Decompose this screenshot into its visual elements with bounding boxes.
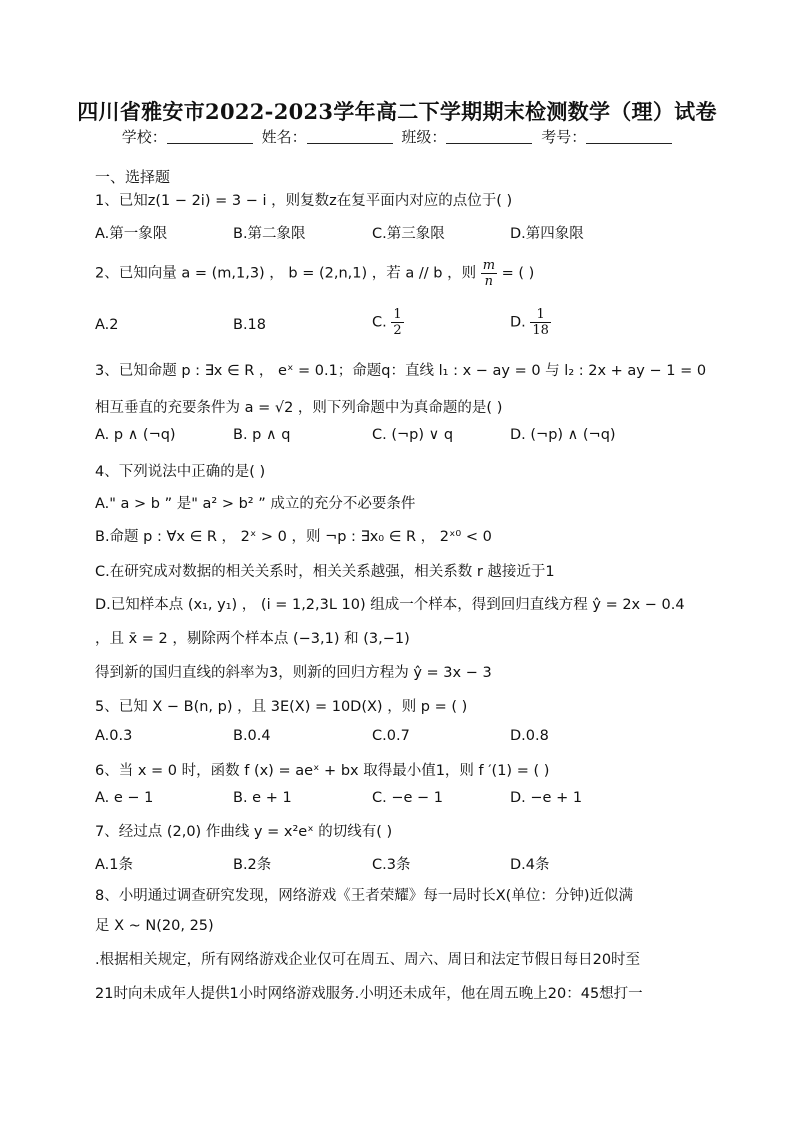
- q7-option-b: B.2条: [233, 857, 272, 873]
- question-8-line1: 8、小明通过调查研究发现，网络游戏《王者荣耀》每一局时长X(单位：分钟)近似满: [95, 888, 633, 904]
- q1-option-c: C.第三象限: [372, 226, 445, 242]
- exam-number-label: 考号：: [541, 128, 587, 146]
- question-8-line3: .根据相关规定，所有网络游戏企业仅可在周五、周六、周日和法定节假日每日20时至: [95, 952, 641, 968]
- q1-option-a: A.第一象限: [95, 226, 168, 242]
- question-6-stem: 6、当 x = 0 时，函数 f (x) = aeˣ + bx 取得最小值1，则 f ′(1) = ( ): [95, 763, 550, 779]
- q2-option-b: B.18: [233, 317, 267, 333]
- q2-fraction: [481, 258, 497, 289]
- q1-option-b: B.第二象限: [233, 226, 306, 242]
- q2-frac-num: m: [482, 258, 496, 273]
- q4-option-d-line3: 得到新的国归直线的斜率为3，则新的回归方程为 ŷ = 3x − 3: [95, 665, 492, 681]
- question-4-stem: 4、下列说法中正确的是( ): [95, 464, 266, 480]
- q1-option-d: D.第四象限: [510, 226, 584, 242]
- q2-option-c-fraction: [391, 307, 403, 338]
- q2-option-a: A.2: [95, 317, 119, 333]
- question-3-stem-line2: 相互垂直的充要条件为 a = √2 ，则下列命题中为真命题的是( ): [95, 400, 503, 416]
- question-3-stem-line1: 3、已知命题 p : ∃x ∈ R ， eˣ = 0.1；命题q：直线 l₁ : x − ay = 0 与 l₂ : 2x + ay − 1 = 0: [95, 363, 707, 379]
- name-blank[interactable]: [307, 129, 393, 144]
- q5-option-b: B.0.4: [233, 728, 271, 744]
- q2-c-num: 1: [393, 307, 402, 322]
- question-1-stem: 1、已知z(1 − 2i) = 3 − i ，则复数z在复平面内对应的点位于( ): [95, 193, 513, 209]
- class-blank[interactable]: [446, 129, 532, 144]
- q7-option-c: C.3条: [372, 857, 411, 873]
- class-label: 班级：: [401, 128, 447, 146]
- q2-option-d: [510, 307, 551, 338]
- name-label: 姓名：: [261, 128, 307, 146]
- q7-option-d: D.4条: [510, 857, 550, 873]
- school-blank[interactable]: [167, 129, 253, 144]
- q4-option-a: A." a > b ” 是" a² > b² ” 成立的充分不必要条件: [95, 496, 416, 512]
- q2-option-c-letter: C.: [372, 314, 387, 331]
- q2-d-den: 18: [532, 323, 549, 338]
- q5-option-a: A.0.3: [95, 728, 133, 744]
- q2-c-den: 2: [393, 323, 402, 338]
- q4-option-d-line2: ，且 x̄ = 2 ，剔除两个样本点 (−3,1) 和 (3,−1): [95, 631, 410, 647]
- q2-option-d-fraction: [530, 307, 551, 338]
- q2-frac-den: n: [484, 274, 494, 289]
- q7-option-a: A.1条: [95, 857, 133, 873]
- question-8-line4: 21时向未成年人提供1小时网络游戏服务.小明还未成年，他在周五晚上20：45想打一: [95, 986, 643, 1002]
- school-label: 学校：: [121, 128, 167, 146]
- q2-stem-end: = ( ): [501, 265, 535, 282]
- q4-option-c: C.在研究成对数据的相关关系时，相关关系越强，相关系数 r 越接近于1: [95, 564, 555, 580]
- q2-option-c: [372, 307, 404, 338]
- q3-option-d: D. (¬p) ∧ (¬q): [510, 427, 616, 443]
- q5-option-c: C.0.7: [372, 728, 410, 744]
- q6-option-d: D. −e + 1: [510, 790, 583, 806]
- q2-option-d-letter: D.: [510, 314, 526, 331]
- student-info-row: [0, 126, 794, 147]
- question-8-line2: 足 X ~ N(20, 25): [95, 918, 214, 934]
- q3-option-c: C. (¬p) ∨ q: [372, 427, 454, 443]
- q3-option-b: B. p ∧ q: [233, 427, 291, 443]
- q6-option-a: A. e − 1: [95, 790, 154, 806]
- q3-option-a: A. p ∧ (¬q): [95, 427, 176, 443]
- q2-d-num: 1: [530, 307, 551, 323]
- question-2-stem: [95, 258, 534, 289]
- exam-number-blank[interactable]: [586, 129, 672, 144]
- q4-option-d-line1: D.已知样本点 (x₁, y₁) ， (i = 1,2,3L 10) 组成一个样本，得到回归直线方程 ŷ = 2x − 0.4: [95, 597, 685, 613]
- section-heading: 一、选择题: [95, 168, 171, 186]
- q4-option-b: B.命题 p : ∀x ∈ R ， 2ˣ > 0 ，则 ¬p : ∃x₀ ∈ R ， 2ˣ⁰ < 0: [95, 529, 492, 545]
- q5-option-d: D.0.8: [510, 728, 549, 744]
- question-5-stem: 5、已知 X − B(n, p) ，且 3E(X) = 10D(X) ，则 p = ( ): [95, 699, 468, 715]
- q2-stem-text: 2、已知向量 a = (m,1,3) ， b = (2,n,1) ，若 a // b ，则: [95, 265, 477, 282]
- q6-option-c: C. −e − 1: [372, 790, 444, 806]
- q6-option-b: B. e + 1: [233, 790, 292, 806]
- question-7-stem: 7、经过点 (2,0) 作曲线 y = x²eˣ 的切线有( ): [95, 824, 393, 840]
- page-title: 四川省雅安市2022-2023学年高二下学期期末检测数学（理）试卷: [77, 99, 717, 124]
